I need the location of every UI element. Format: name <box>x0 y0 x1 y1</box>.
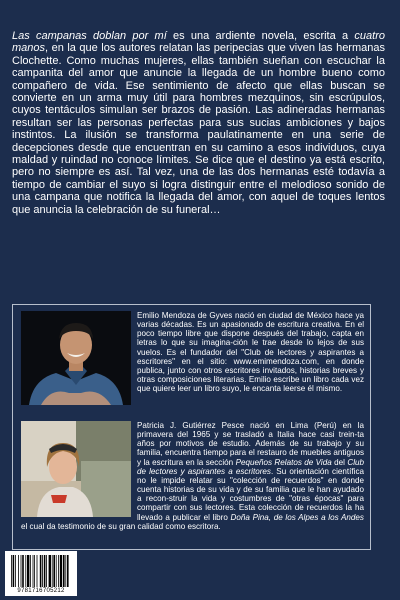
author-bio-patricia <box>21 421 364 547</box>
author-photo-emilio <box>21 311 131 405</box>
author-bio-text: Emilio Mendoza de Gyves nació en ciudad de México hace ya varias décadas. Es un apasionado de escritura creativa. En el poco tiempo libre que dispone después del trabajo, capta en letras lo que su imagina-ción le trae desde lo lejos de sus vuelos. Es el fundador del "Club de lectores y aspirantes a escritores" en el sitio: www.emimendoza.com, en donde publica, junto con otros escritores invitados, historias breves y otras composiciones literarias. Emilio escribe un libro cada vez que quiere leer un libro suyo, le encanta leerse él mismo. <box>137 311 364 394</box>
author-bio-emilio <box>21 311 364 415</box>
author-bio-text-4: el cual da testimonio de su gran calidad como escritora. <box>21 521 221 531</box>
author-bio-italic-1: Pequeños Relatos de Vida <box>235 457 332 467</box>
isbn-barcode <box>5 551 77 596</box>
author-bio-text-2: del <box>331 457 348 467</box>
author-bio-text-1: Patricia J. Gutiérrez Pesce nació en Lima (Perú) en la primavera del 1965 y se trasladó a Italia hace casi trein-ta años por motivos de estudio. Además de su trabajo y su familia, encuentra tiempo para el restauro de muebles antiguos y la escritura en la sección <box>137 421 364 467</box>
barcode-bars <box>10 555 72 587</box>
author-bio-italic-2: Club de lectores y aspirantes a escritores <box>137 457 364 476</box>
synopsis-text-2: , en la que los autores relatan las peripecias que viven las hermanas Clochette. Como muchas mujeres, ellas también sueñan con escuchar la campanita del amor que anuncie la llegada de un hombre bueno como compañero de vida. Ese sentimiento de afecto que ellas buscan se convierte en un arma muy útil para hombres mezquinos, sin escrúpulos, cuyos tentáculos simulan ser brazos de pasión. Las adineradas hermanas resultan ser las personas perfectas para sus sucias ambiciones y bajos instintos. La ilusión se transforma paulatinamente en una serie de decepciones desde que encuentran en su camino a esos individuos, cuya maldad y ruindad no conoce límites. Se dice que el destino ya está escrito, pero no siempre es así. Tal vez, una de las dos hermanas esté todavía a tiempo de cambiar el suyo si logra distinguir entre el melodioso sonido de una campana que notifica la llegada del amor, con aquel de toques lentos que anuncia la celebración de su funeral… <box>12 42 385 216</box>
synopsis-emphasis: cuatro manos <box>12 30 385 55</box>
synopsis-text-1: es una ardiente novela, escrita a <box>166 30 355 42</box>
book-title: Las campanas doblan por mí <box>12 30 167 42</box>
author-bio-italic-3: Doña Pina, de los Alpes a los Andes <box>230 512 364 522</box>
author-photo-patricia <box>21 421 131 517</box>
author-bios-panel <box>12 304 371 550</box>
isbn-number: 9781716705212 <box>17 588 65 594</box>
back-cover-synopsis <box>12 30 385 216</box>
author-bio-text-3: . Su orientación científica no le impide relatar su "colección de recuerdos" en donde cuenta historias de su vida y de su familia que le han ayudado a recon-struir la vida y costumbres de "otras épocas" para compartir con sus lectores. Esta colección de recuerdos la ha llevado a publicar el libro <box>137 466 364 522</box>
